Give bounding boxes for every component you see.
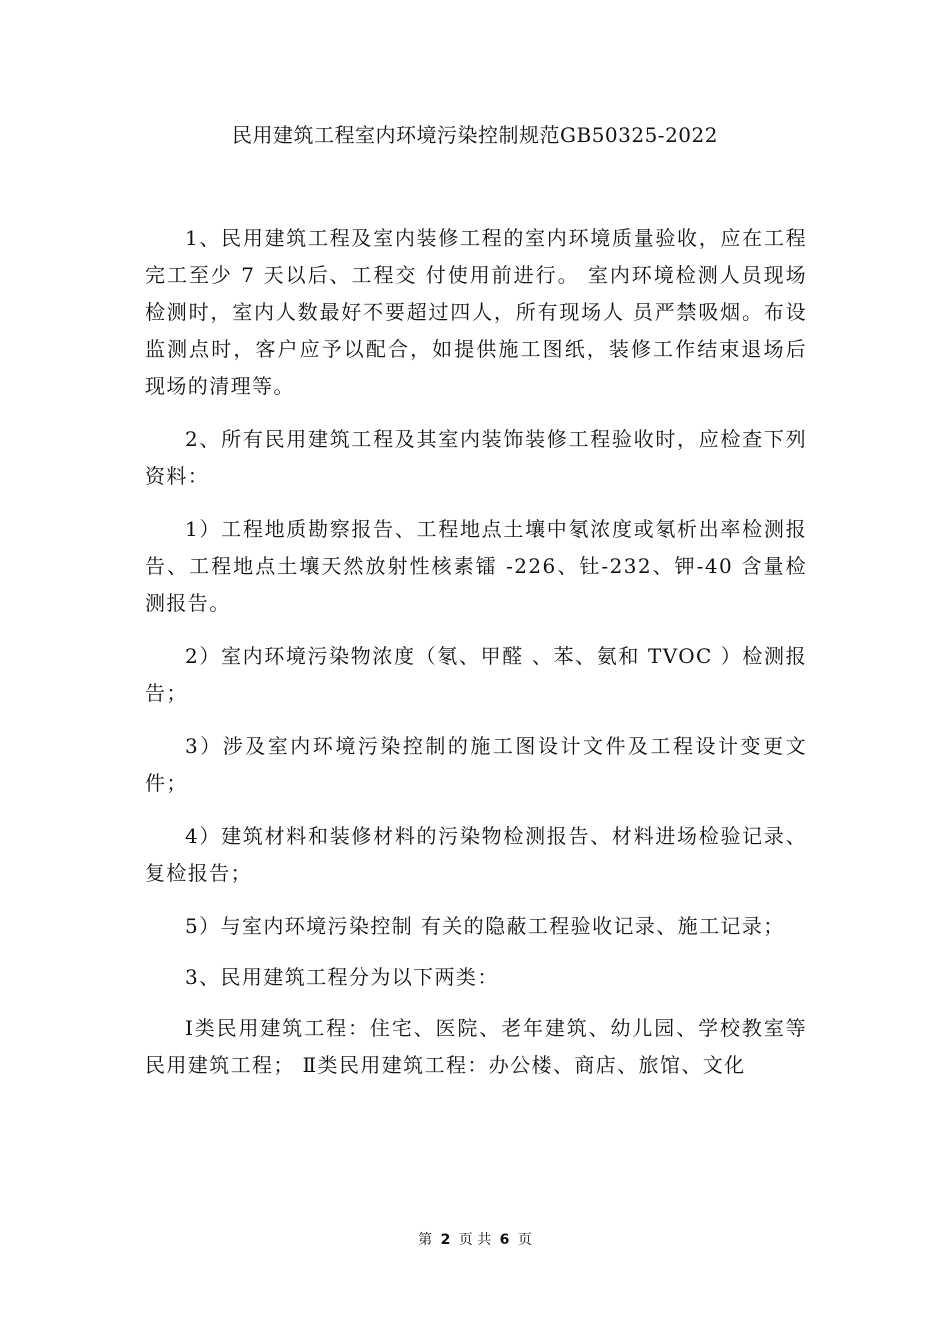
footer-current-page: 2	[440, 1232, 451, 1248]
paragraph-7: 5）与室内环境污染控制 有关的隐蔽工程验收记录、施工记录；	[185, 914, 785, 938]
footer-suffix: 页	[517, 1232, 532, 1248]
footer-middle: 页 共	[458, 1232, 492, 1248]
document-body	[145, 220, 807, 1100]
paragraph-8: 3、民用建筑工程分为以下两类：	[185, 965, 499, 989]
footer-prefix: 第	[418, 1232, 433, 1248]
paragraph-2: 2、所有民用建筑工程及其室内装饰装修工程验收时，应检查下列资料：	[145, 427, 807, 488]
page-footer	[0, 1230, 950, 1250]
paragraph-1: 1、民用建筑工程及室内装修工程的室内环境质量验收，应在工程完工至少 7 天以后、工程交 付使用前进行。 室内环境检测人员现场检测时，室内人数最好不要超过四人，所有现场人 员严禁吸烟。布设监测点时，客户应予以配合，如提供施工图纸，装修工作结束退场后现场的清理等。	[145, 226, 807, 398]
paragraph-4: 2）室内环境污染物浓度（氡、甲醛 、苯、氨和 TVOC ）检测报告；	[145, 644, 807, 705]
footer-total-pages: 6	[499, 1232, 510, 1248]
paragraph-3: 1）工程地质勘察报告、工程地点土壤中氡浓度或氡析出率检测报告、工程地点土壤天然放射性核素镭 -226、钍-232、钾-40 含量检测报告。	[145, 517, 807, 615]
paragraph-6: 4）建筑材料和装修材料的污染物检测报告、材料进场检验记录、复检报告；	[145, 824, 807, 885]
document-title: 民用建筑工程室内环境污染控制规范GB50325-2022	[232, 123, 718, 147]
paragraph-9: Ⅰ类民用建筑工程：住宅、医院、老年建筑、幼儿园、学校教室等民用建筑工程； Ⅱ类民用建筑工程：办公楼、商店、旅馆、文化	[145, 1016, 807, 1077]
paragraph-5: 3）涉及室内环境污染控制的施工图设计文件及工程设计变更文件；	[145, 734, 807, 795]
